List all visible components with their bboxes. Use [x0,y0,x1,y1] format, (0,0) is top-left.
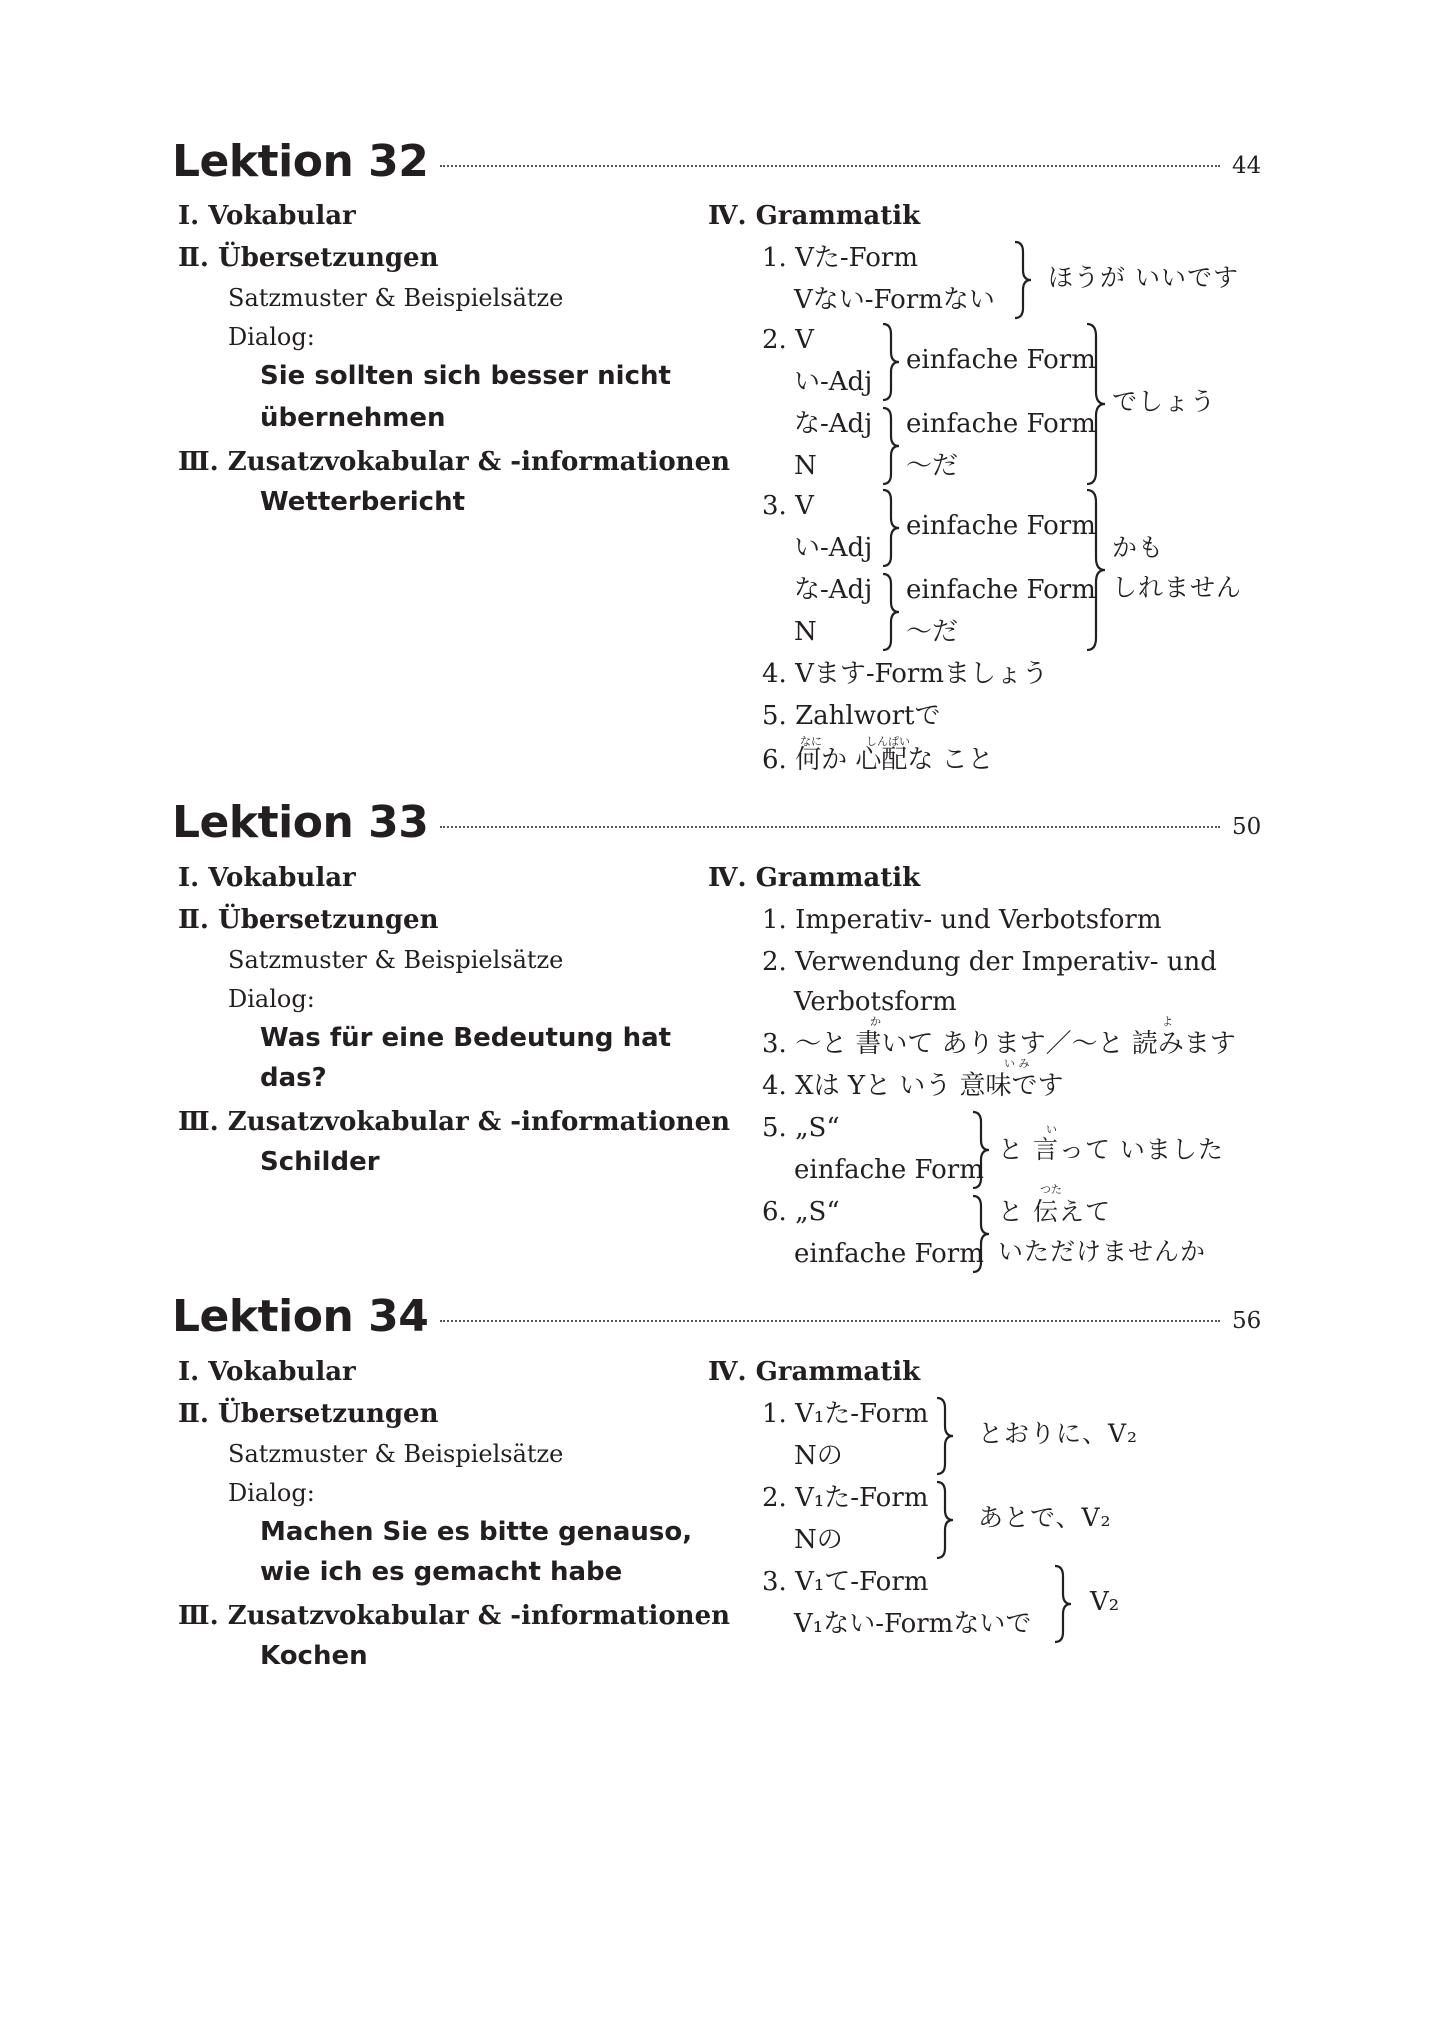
page-number: 44 [1232,153,1262,179]
furigana: い [1046,1123,1057,1136]
grammar-item: Verbotsform [794,987,957,1017]
leader-dots [440,165,1220,167]
right-brace [1052,1564,1074,1644]
furigana: い み [1004,1057,1030,1070]
grammar-item: Vない-Formない [794,285,995,315]
zusatz-topic: Schilder [260,1147,380,1177]
section-uebersetzungen: Ⅱ. Übersetzungen [178,905,439,935]
dialog-label: Dialog: [228,323,315,351]
section-zusatzvokabular: Ⅲ. Zusatzvokabular & -informationen [178,447,731,477]
leader-dots [440,1320,1220,1322]
page-number: 50 [1232,814,1262,840]
satzmuster-label: Satzmuster & Beispielsätze [228,946,564,974]
grammar-form: einfache Form [906,409,1096,439]
grammar-item: 5. Zahlwortで [762,701,941,731]
furigana: つた [1040,1183,1062,1196]
grammar-item: 4. Xは Yと いう 意味です [762,1071,1064,1101]
grammar-item: V₁ない-Formないで [794,1609,1032,1639]
grammar-form: einfache Form [906,345,1096,375]
dialog-title-line1: Machen Sie es bitte genauso, [260,1517,693,1547]
right-brace [1012,240,1034,320]
furigana: なに [800,735,822,748]
grammar-result: と 伝えて [998,1197,1111,1226]
page-number: 56 [1232,1308,1262,1334]
grammar-result: V₂ [1090,1587,1120,1617]
grammar-item: 6. 何か 心配な こと [762,745,994,775]
section-zusatzvokabular: Ⅲ. Zusatzvokabular & -informationen [178,1601,731,1631]
right-brace [880,572,902,652]
grammar-item: Nの [794,1441,843,1471]
grammar-form: einfache Form [906,575,1096,605]
grammar-item: 2. Verwendung der Imperativ- und [762,947,1217,977]
section-grammatik: Ⅳ. Grammatik [708,863,921,893]
grammar-result: ほうが いいです [1048,263,1239,292]
dialog-label: Dialog: [228,1479,315,1507]
lesson-34-title: Lektion 34 [172,1291,429,1342]
grammar-item: 3. V₁て-Form [762,1567,929,1597]
zusatz-topic: Kochen [260,1641,368,1671]
grammar-item: 5. „S“ [762,1113,840,1143]
grammar-item: 2. V₁た-Form [762,1483,929,1513]
right-brace [934,1396,956,1476]
grammar-result: と 言って いました [998,1135,1224,1164]
section-zusatzvokabular: Ⅲ. Zusatzvokabular & -informationen [178,1107,731,1137]
dialog-title-line1: Sie sollten sich besser nicht [260,361,671,391]
grammar-item: einfache Form [794,1155,984,1185]
dialog-title-line2: übernehmen [260,403,446,433]
section-vokabular: Ⅰ. Vokabular [178,1357,356,1387]
section-uebersetzungen: Ⅱ. Übersetzungen [178,1399,439,1429]
furigana: よ [1162,1015,1173,1028]
dialog-label: Dialog: [228,985,315,1013]
lesson-33-title: Lektion 33 [172,797,429,848]
grammar-item: な-Adj [794,575,873,605]
grammar-item: 1. Imperativ- und Verbotsform [762,905,1162,935]
grammar-result: でしょう [1112,387,1217,416]
right-brace [1084,488,1108,652]
right-brace [970,1194,992,1274]
section-grammatik: Ⅳ. Grammatik [708,1357,921,1387]
right-brace [934,1480,956,1560]
leader-dots [440,826,1220,828]
grammar-result: いただけませんか [998,1237,1207,1266]
dialog-title-line2: wie ich es gemacht habe [260,1557,623,1587]
section-grammatik: Ⅳ. Grammatik [708,201,921,231]
section-vokabular: Ⅰ. Vokabular [178,863,356,893]
grammar-item: 4. Vます-Formましょう [762,659,1048,689]
right-brace [880,488,902,568]
section-vokabular: Ⅰ. Vokabular [178,201,356,231]
grammar-result: とおりに、V₂ [978,1419,1139,1448]
grammar-result: あとで、V₂ [978,1503,1112,1532]
section-uebersetzungen: Ⅱ. Übersetzungen [178,243,439,273]
grammar-form: ～だ [906,617,959,647]
grammar-item: 6. „S“ [762,1197,840,1227]
grammar-item: N [794,451,817,481]
grammar-item: 3. ～と 書いて あります／～と 読みます [762,1029,1236,1059]
grammar-item: な-Adj [794,409,873,439]
grammar-item: い-Adj [794,533,873,563]
grammar-item: 1. V₁た-Form [762,1399,929,1429]
grammar-result: かも [1112,533,1165,562]
grammar-item: Nの [794,1525,843,1555]
grammar-item: 3. V [762,491,814,521]
satzmuster-label: Satzmuster & Beispielsätze [228,1440,564,1468]
dialog-title-line1: Was für eine Bedeutung hat [260,1023,672,1053]
right-brace [1084,322,1108,486]
grammar-item: 1. Vた-Form [762,243,918,273]
dialog-title-line2: das? [260,1063,327,1093]
furigana: か [870,1015,881,1028]
grammar-form: ～だ [906,451,959,481]
grammar-item: einfache Form [794,1239,984,1269]
grammar-item: 2. V [762,325,814,355]
right-brace [880,322,902,402]
grammar-result: しれません [1112,573,1243,602]
lesson-32-title: Lektion 32 [172,136,429,187]
zusatz-topic: Wetterbericht [260,487,466,517]
right-brace [880,406,902,486]
grammar-item: い-Adj [794,367,873,397]
furigana: しんぱい [866,735,910,748]
satzmuster-label: Satzmuster & Beispielsätze [228,284,564,312]
grammar-form: einfache Form [906,511,1096,541]
grammar-item: N [794,617,817,647]
right-brace [970,1110,992,1190]
